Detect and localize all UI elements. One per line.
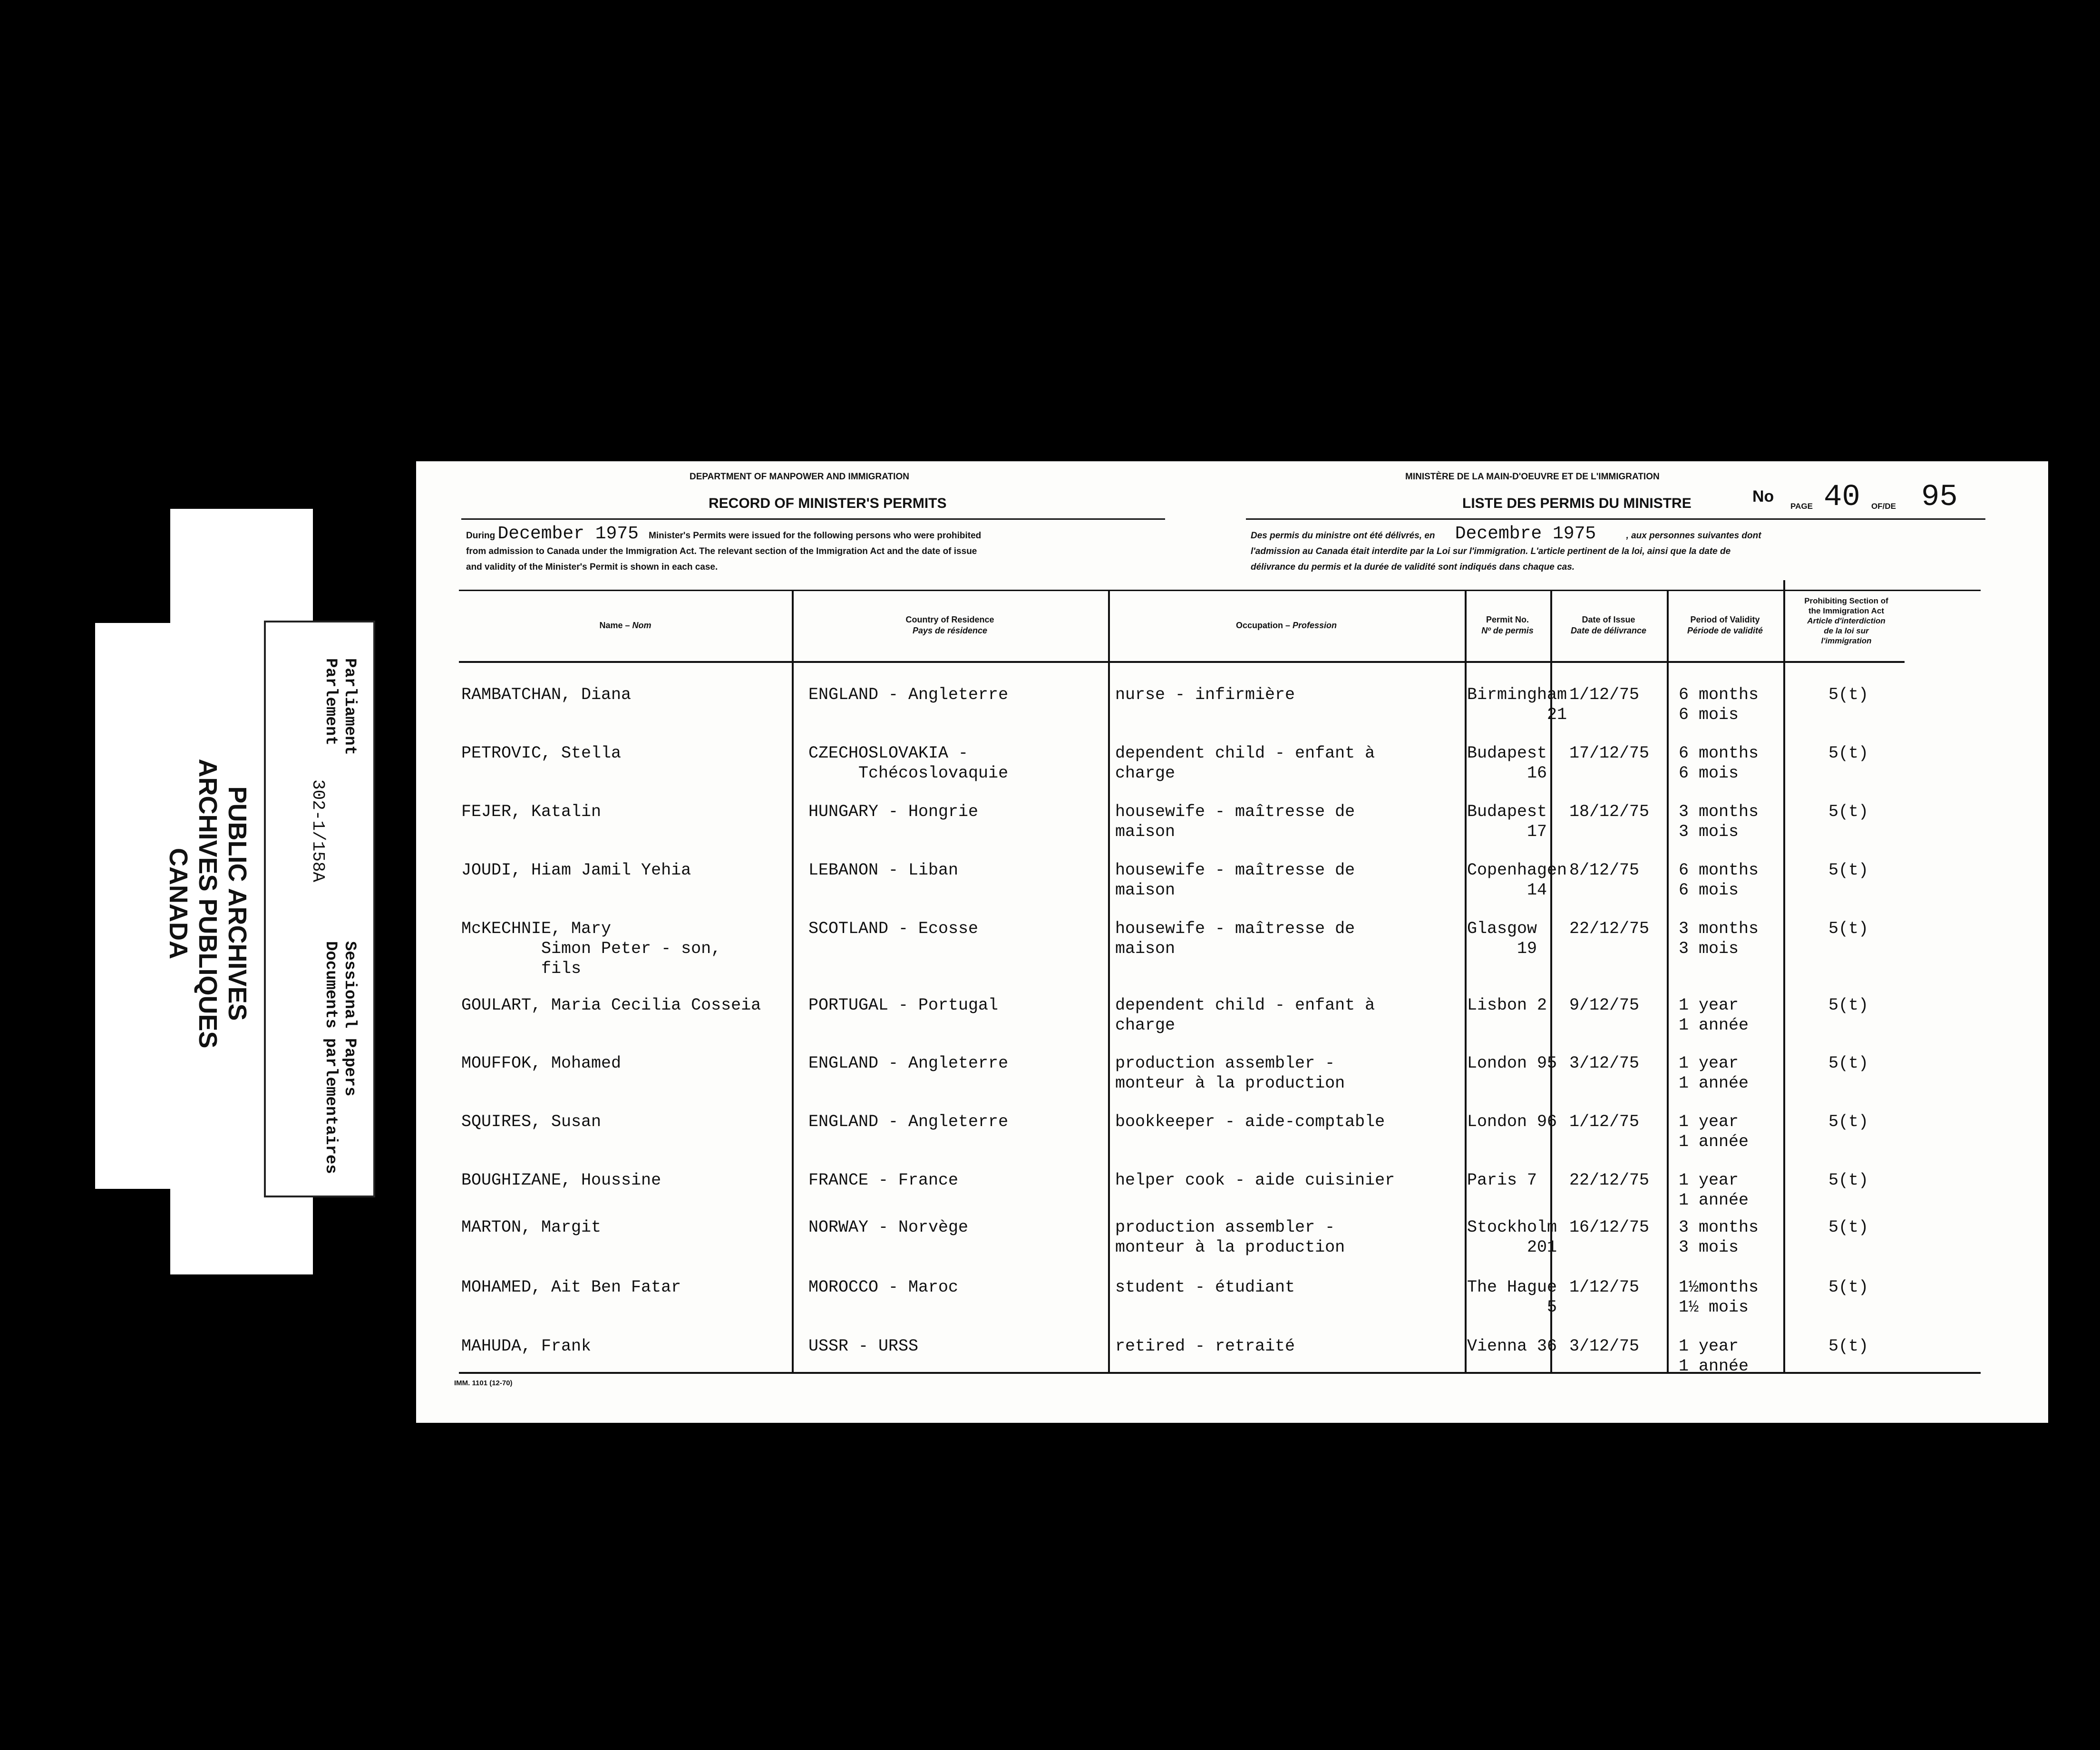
record-sheet — [416, 461, 2048, 1423]
cell-permit: Stockholm 201 — [1467, 1218, 1557, 1257]
archives-stamp — [164, 642, 252, 1165]
archives-line-3: CANADA — [164, 848, 193, 959]
cell-country: FRANCE - France — [808, 1171, 959, 1190]
column-header-name: Name – Nom — [599, 620, 651, 630]
cell-name: FEJER, Katalin — [461, 802, 602, 821]
cell-occupation: nurse - infirmière — [1115, 685, 1295, 704]
cell-period: 6 months 6 mois — [1679, 744, 1759, 783]
column-header-section-en-2: the Immigration Act — [1808, 606, 1884, 615]
cell-permit: Budapest 17 — [1467, 802, 1547, 841]
during-label: During — [466, 531, 496, 541]
cell-country: NORWAY - Norvège — [808, 1218, 969, 1237]
cell-permit: Paris 7 — [1467, 1171, 1537, 1190]
cell-permit: Vienna 36 — [1467, 1337, 1557, 1356]
cell-permit: London 95 — [1467, 1054, 1557, 1073]
cell-date: 1/12/75 — [1569, 1278, 1640, 1297]
cell-period: 1 year 1 année — [1679, 1054, 1749, 1093]
cell-section: 5(t) — [1828, 861, 1869, 880]
page-total: 95 — [1921, 480, 1958, 515]
intro-en-line-2: from admission to Canada under the Immigration Act. The relevant section of the Immigration Act and the date of issue — [466, 546, 977, 556]
record-title-fr: LISTE DES PERMIS DU MINISTRE — [1462, 496, 1692, 511]
cell-permit: Budapest 16 — [1467, 744, 1547, 783]
cell-date: 18/12/75 — [1569, 802, 1650, 821]
column-divider — [1465, 590, 1467, 1372]
cell-date: 9/12/75 — [1569, 996, 1640, 1015]
intro-en-line-1: Minister's Permits were issued for the following persons who were prohibited — [649, 531, 982, 541]
cell-occupation: dependent child - enfant à charge — [1115, 744, 1375, 783]
cell-period: 1 year 1 année — [1679, 1171, 1749, 1210]
column-header-section-en-1: Prohibiting Section of — [1804, 596, 1888, 605]
cell-date: 16/12/75 — [1569, 1218, 1650, 1237]
cell-period: 6 months 6 mois — [1679, 861, 1759, 900]
column-header-permit-en: Permit No. — [1486, 615, 1529, 624]
number-label: No — [1752, 487, 1774, 506]
cell-permit: Glasgow 19 — [1467, 919, 1537, 958]
record-title-en: RECORD OF MINISTER'S PERMITS — [709, 496, 947, 511]
cell-date: 22/12/75 — [1569, 919, 1650, 938]
column-header-period — [1667, 590, 1783, 661]
cell-country: HUNGARY - Hongrie — [808, 802, 979, 821]
cell-date: 3/12/75 — [1569, 1337, 1640, 1356]
cell-date: 17/12/75 — [1569, 744, 1650, 763]
cell-country: ENGLAND - Angleterre — [808, 1112, 1009, 1131]
table-bottom-rule — [459, 1372, 1981, 1374]
cell-name: MAHUDA, Frank — [461, 1337, 592, 1356]
archive-reference: 302-1/158A — [308, 779, 328, 883]
cell-date: 3/12/75 — [1569, 1054, 1640, 1073]
of-label: OF/DE — [1871, 502, 1896, 511]
archive-reference-card — [264, 621, 375, 1197]
column-header-section — [1783, 580, 1909, 661]
column-header-date — [1550, 590, 1667, 661]
cell-occupation: student - étudiant — [1115, 1278, 1295, 1297]
cell-period: 1 year 1 année — [1679, 996, 1749, 1035]
column-divider — [1667, 590, 1669, 1372]
cell-date: 1/12/75 — [1569, 1112, 1640, 1131]
cell-permit: The Hague 5 — [1467, 1278, 1557, 1317]
cell-period: 3 months 3 mois — [1679, 1218, 1759, 1257]
cell-section: 5(t) — [1828, 996, 1869, 1015]
cell-country: MOROCCO - Maroc — [808, 1278, 959, 1297]
cell-name: MARTON, Margit — [461, 1218, 602, 1237]
intro-fr-line-1b: , aux personnes suivantes dont — [1626, 531, 1761, 541]
column-header-occupation: Occupation – Profession — [1235, 620, 1337, 630]
cell-permit: Copenhagen 14 — [1467, 861, 1567, 900]
cell-period: 3 months 3 mois — [1679, 919, 1759, 958]
column-header-occupation-fr: Profession — [1293, 620, 1337, 630]
column-header-country-fr: Pays de résidence — [912, 626, 988, 635]
sessional-fr: Documents parlementaires — [321, 941, 340, 1174]
cell-permit: Birmingham 21 — [1467, 685, 1567, 724]
cell-section: 5(t) — [1828, 1337, 1869, 1356]
cell-name: McKECHNIE, Mary Simon Peter - son, fils — [461, 919, 721, 978]
column-header-section-fr-3: l'immigration — [1821, 636, 1872, 645]
table-header-rule — [459, 661, 1905, 663]
column-header-occupation-en: Occupation — [1235, 620, 1283, 630]
cell-period: 1 year 1 année — [1679, 1337, 1749, 1376]
cell-country: ENGLAND - Angleterre — [808, 1054, 1009, 1073]
column-header-date-en: Date of Issue — [1582, 615, 1635, 624]
cell-section: 5(t) — [1828, 919, 1869, 938]
parliament-labels — [321, 658, 359, 755]
cell-occupation: production assembler - monteur à la production — [1115, 1218, 1345, 1257]
column-header-permit-fr: Nº de permis — [1481, 626, 1534, 635]
cell-country: ENGLAND - Angleterre — [808, 685, 1009, 704]
intro-en-line-3: and validity of the Minister's Permit is shown in each case. — [466, 562, 718, 572]
intro-fr-line-2: l'admission au Canada était interdite par la Loi sur l'immigration. L'article pertinent de la loi, ainsi que la date de — [1251, 546, 1731, 556]
cell-country: LEBANON - Liban — [808, 861, 959, 880]
column-divider — [1783, 580, 1785, 1372]
cell-occupation: retired - retraité — [1115, 1337, 1295, 1356]
cell-name: RAMBATCHAN, Diana — [461, 685, 632, 704]
cell-period: 6 months 6 mois — [1679, 685, 1759, 724]
cell-name: SQUIRES, Susan — [461, 1112, 602, 1131]
permits-table — [459, 590, 1981, 1389]
column-header-section-fr-1: Article d'interdiction — [1807, 616, 1886, 625]
cell-country: PORTUGAL - Portugal — [808, 996, 999, 1015]
cell-name: MOHAMED, Ait Ben Fatar — [461, 1278, 681, 1297]
cell-occupation: housewife - maîtresse de maison — [1115, 802, 1355, 841]
column-header-name-fr: Nom — [632, 620, 651, 630]
column-divider — [792, 590, 794, 1372]
intro-fr-line-1a: Des permis du ministre ont été délivrés, en — [1251, 531, 1435, 541]
department-en: DEPARTMENT OF MANPOWER AND IMMIGRATION — [690, 472, 909, 482]
cell-section: 5(t) — [1828, 802, 1869, 821]
page-number: 40 — [1824, 480, 1860, 515]
cell-section: 5(t) — [1828, 1218, 1869, 1237]
intro-en — [466, 526, 1189, 575]
cell-period: 3 months 3 mois — [1679, 802, 1759, 841]
cell-section: 5(t) — [1828, 744, 1869, 763]
column-header-permit — [1465, 590, 1550, 661]
cell-country: USSR - URSS — [808, 1337, 919, 1356]
cell-occupation: housewife - maîtresse de maison — [1115, 919, 1355, 958]
cell-period: 1½months 1½ mois — [1679, 1278, 1759, 1317]
cell-country: SCOTLAND - Ecosse — [808, 919, 979, 938]
column-header-section-fr-2: de la loi sur — [1824, 626, 1869, 635]
column-header-country-en: Country of Residence — [905, 615, 994, 624]
archives-line-1: PUBLIC ARCHIVES — [223, 786, 252, 1021]
column-header-name-en: Name — [599, 620, 623, 630]
cell-permit: Lisbon 2 — [1467, 996, 1547, 1015]
cell-name: PETROVIC, Stella — [461, 744, 622, 763]
form-code: IMM. 1101 (12-70) — [454, 1379, 513, 1387]
parliament-en: Parliament — [340, 658, 359, 756]
column-header-date-fr: Date de délivrance — [1570, 626, 1647, 635]
cell-name: MOUFFOK, Mohamed — [461, 1054, 622, 1073]
cell-section: 5(t) — [1828, 1171, 1869, 1190]
cell-date: 1/12/75 — [1569, 685, 1640, 704]
cell-name: BOUGHIZANE, Houssine — [461, 1171, 661, 1190]
cell-occupation: dependent child - enfant à charge — [1115, 996, 1375, 1035]
cell-section: 5(t) — [1828, 1112, 1869, 1131]
cell-date: 8/12/75 — [1569, 861, 1640, 880]
cell-name: JOUDI, Hiam Jamil Yehia — [461, 861, 691, 880]
header-rule-fr — [1246, 518, 1985, 520]
column-header-country — [792, 590, 1108, 661]
parliament-fr: Parlement — [321, 658, 340, 746]
month-fr: Decembre 1975 — [1455, 524, 1596, 544]
cell-permit: London 96 — [1467, 1112, 1557, 1131]
page-label: PAGE — [1790, 502, 1813, 511]
sessional-labels — [321, 941, 359, 1174]
header-rule-en — [461, 518, 1165, 520]
cell-occupation: production assembler - monteur à la production — [1115, 1054, 1345, 1093]
cell-section: 5(t) — [1828, 1054, 1869, 1073]
sessional-en: Sessional Papers — [340, 941, 359, 1097]
cell-occupation: bookkeeper - aide-comptable — [1115, 1112, 1385, 1131]
intro-fr-line-3: délivrance du permis et la durée de validité sont indiqués dans chaque cas. — [1251, 562, 1575, 572]
column-divider — [1108, 590, 1110, 1372]
intro-fr — [1251, 526, 2012, 575]
column-header-period-en: Period of Validity — [1690, 615, 1760, 624]
cell-section: 5(t) — [1828, 685, 1869, 704]
cell-occupation: housewife - maîtresse de maison — [1115, 861, 1355, 900]
cell-section: 5(t) — [1828, 1278, 1869, 1297]
column-header-period-fr: Période de validité — [1687, 626, 1763, 635]
month-en: December 1975 — [497, 524, 639, 544]
cell-occupation: helper cook - aide cuisinier — [1115, 1171, 1395, 1190]
cell-period: 1 year 1 année — [1679, 1112, 1749, 1151]
cell-name: GOULART, Maria Cecilia Cosseia — [461, 996, 761, 1015]
department-fr: MINISTÈRE DE LA MAIN-D'OEUVRE ET DE L'IMMIGRATION — [1405, 472, 1660, 482]
cell-country: CZECHOSLOVAKIA - Tchécoslovaquie — [808, 744, 1009, 783]
cell-date: 22/12/75 — [1569, 1171, 1650, 1190]
archives-line-2: ARCHIVES PUBLIQUES — [194, 758, 222, 1049]
